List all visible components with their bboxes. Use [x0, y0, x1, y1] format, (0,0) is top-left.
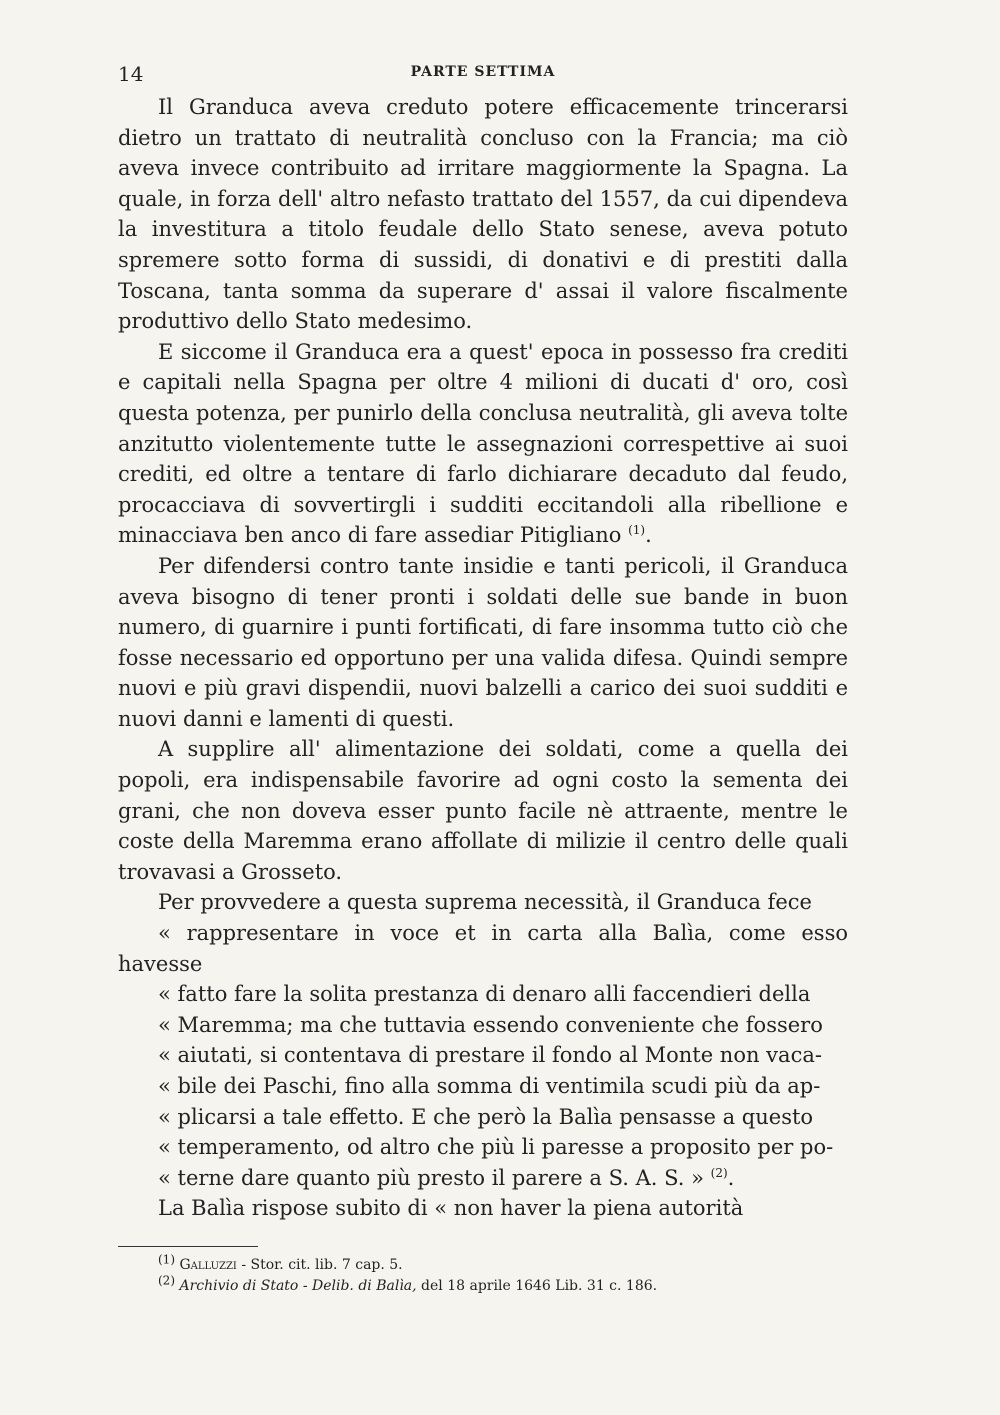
- paragraph-last: La Balìa rispose subito di « non haver la piena autorità: [158, 1196, 744, 1221]
- page-number: 14: [118, 62, 144, 86]
- quote-line: « plicarsi a tale effetto. E che però la Balìa pensasse a questo: [158, 1104, 814, 1129]
- paragraph-1: Il Granduca aveva creduto potere efficacemente trincerarsi dietro un trattato di neutralità concluso con la Francia; ma ciò aveva invece contribuito ad irritare maggiormente la Spagna. La quale, in forza dell' altro nefasto trattato del 1557, da cui dipendeva la investitura a titolo feudale dello Stato senese, aveva potuto spremere sotto forma di sussidi, di donativi e di prestiti dalla Toscana, tanta somma da superare d' assai il valore fiscalmente produttivo dello Stato medesimo.: [118, 95, 848, 334]
- quote-line: Per provvedere a questa suprema necessità, il Granduca fece: [158, 890, 812, 915]
- page: [118, 58, 848, 1297]
- footnote-ref-2: (2): [710, 1165, 728, 1180]
- paragraph-3: Per difendersi contro tante insidie e tanti pericoli, il Granduca aveva bisogno di tener pronti i soldati delle sue bande in buon numero, di guarnire i punti fortificati, di fare insomma tutto ciò che fosse necessario ed opportuno per una valida difesa. Quindi sempre nuovi e più gravi dispendii, nuovi balzelli a carico dei suoi sudditi e nuovi danni e lamenti di questi.: [118, 553, 848, 731]
- running-head: [118, 58, 848, 92]
- paragraph-4: A supplire all' alimentazione dei soldati, come a quella dei popoli, era indispensabile favorire ad ogni costo la sementa dei grani, che non doveva esser punto facile nè attraente, mentre le coste della Maremma erano affollate di milizie il centro delle quali trovavasi a Grosseto.: [118, 737, 848, 884]
- footnote-rule: [118, 1246, 258, 1247]
- quote-paragraph: [118, 887, 848, 1193]
- paragraph-2: E siccome il Granduca era a quest' epoca in possesso fra crediti e capitali nella Spagna per oltre 4 milioni di ducati d' oro, così questa potenza, per punirlo della conclusa neutralità, gli aveva tolte anzitutto violentemente tutte le assegnazioni correspettive ai suoi crediti, ed oltre a tentare di farlo dichiarare decaduto dal feudo, procacciava di sovvertirgli i sudditi eccitandoli alla ribellione e minacciava ben anco di fare assediar Pitigliano $^{(1)}$.: [118, 339, 848, 548]
- footnote-2: $^{(2)}$ Archivio di Stato - Delib. di Balìa, del 18 aprile 1646 Lib. 31 c. 186.: [158, 1273, 658, 1294]
- quote-line: « temperamento, od altro che più li paresse a proposito per po-: [158, 1135, 834, 1160]
- quote-line: « bile dei Paschi, fino alla somma di ventimila scudi più da ap-: [158, 1074, 821, 1098]
- quote-line-last: « terne dare quanto più presto il parere a S. A. S. » $^{(2)}$.: [158, 1165, 735, 1190]
- footnotes: [118, 1252, 848, 1297]
- quote-line: « Maremma; ma che tuttavia essendo conveniente che fossero: [158, 1012, 823, 1037]
- running-head-title: PARTE SETTIMA: [410, 64, 556, 80]
- footnote-ref-1: (1): [628, 523, 646, 538]
- quote-line: « aiutati, si contentava di prestare il fondo al Monte non vaca-: [158, 1043, 822, 1068]
- footnote-1: $^{(1)}$ Galluzzi - Stor. cit. lib. 7 cap. 5.: [158, 1252, 403, 1273]
- body-text: [118, 92, 848, 1224]
- quote-line: « fatto fare la solita prestanza di denaro alli faccendieri della: [158, 982, 811, 1007]
- quote-line: « rappresentare in voce et in carta alla Balìa, come esso havesse: [118, 921, 848, 976]
